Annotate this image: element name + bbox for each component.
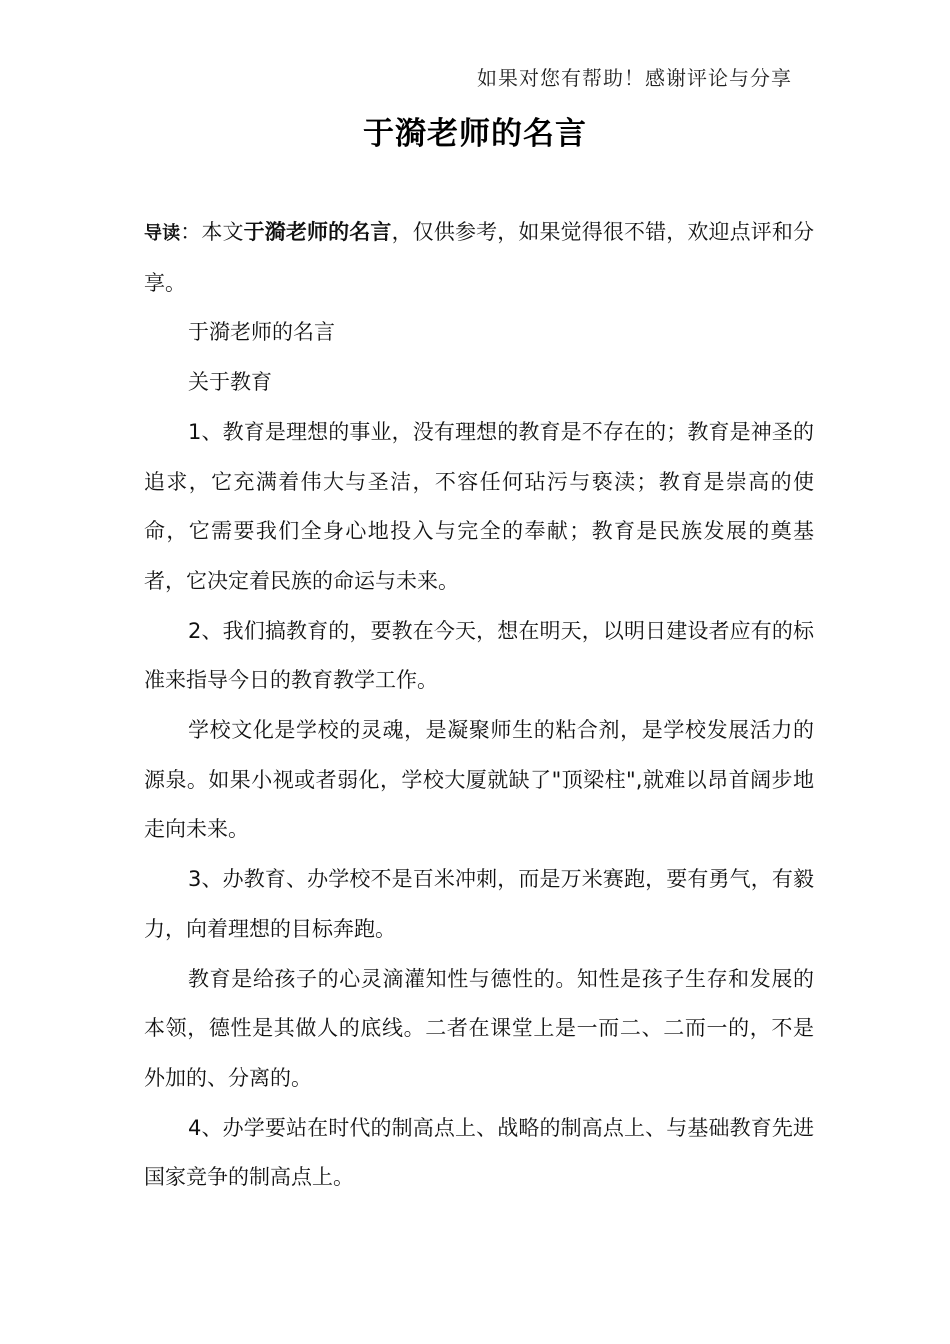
body-paragraph: 学校文化是学校的灵魂，是凝聚师生的粘合剂，是学校发展活力的源泉。如果小视或者弱化，学校大厦就缺了"顶梁柱",就难以昂首阔步地走向未来。: [144, 718, 814, 842]
section-heading: 于漪老师的名言: [188, 320, 335, 345]
header-note: 如果对您有帮助！感谢评论与分享: [477, 66, 792, 90]
body-paragraph: 3、办教育、办学校不是百米冲刺，而是万米赛跑，要有勇气，有毅力，向着理想的目标奔跑。: [144, 867, 814, 941]
lead-label: 导读: [144, 223, 181, 244]
body-paragraph: 教育是给孩子的心灵滴灌知性与德性的。知性是孩子生存和发展的本领，德性是其做人的底线。二者在课堂上是一而二、二而一的，不是外加的、分离的。: [144, 966, 814, 1090]
subsection-heading: 关于教育: [188, 370, 272, 395]
lead-suffix: ，仅供参考，如果觉得很不错，欢迎点评和分享。: [144, 220, 815, 295]
lead-title: 于漪老师的名言: [243, 220, 392, 244]
body-paragraph: 4、办学要站在时代的制高点上、战略的制高点上、与基础教育先进国家竞争的制高点上。: [144, 1115, 814, 1190]
document-title: 于漪老师的名言: [363, 116, 587, 152]
body-paragraph: 2、我们搞教育的，要教在今天，想在明天，以明日建设者应有的标准来指导今日的教育教学工作。: [144, 618, 814, 693]
document-body: [144, 208, 814, 1203]
lead-paragraph: [144, 208, 814, 308]
body-paragraph: 1、教育是理想的事业，没有理想的教育是不存在的；教育是神圣的追求，它充满着伟大与圣洁，不容任何玷污与亵渎；教育是崇高的使命，它需要我们全身心地投入与完全的奉献；教育是民族发展的奠基者，它决定着民族的命运与未来。: [144, 419, 814, 593]
lead-prefix: ：本文: [180, 220, 244, 244]
